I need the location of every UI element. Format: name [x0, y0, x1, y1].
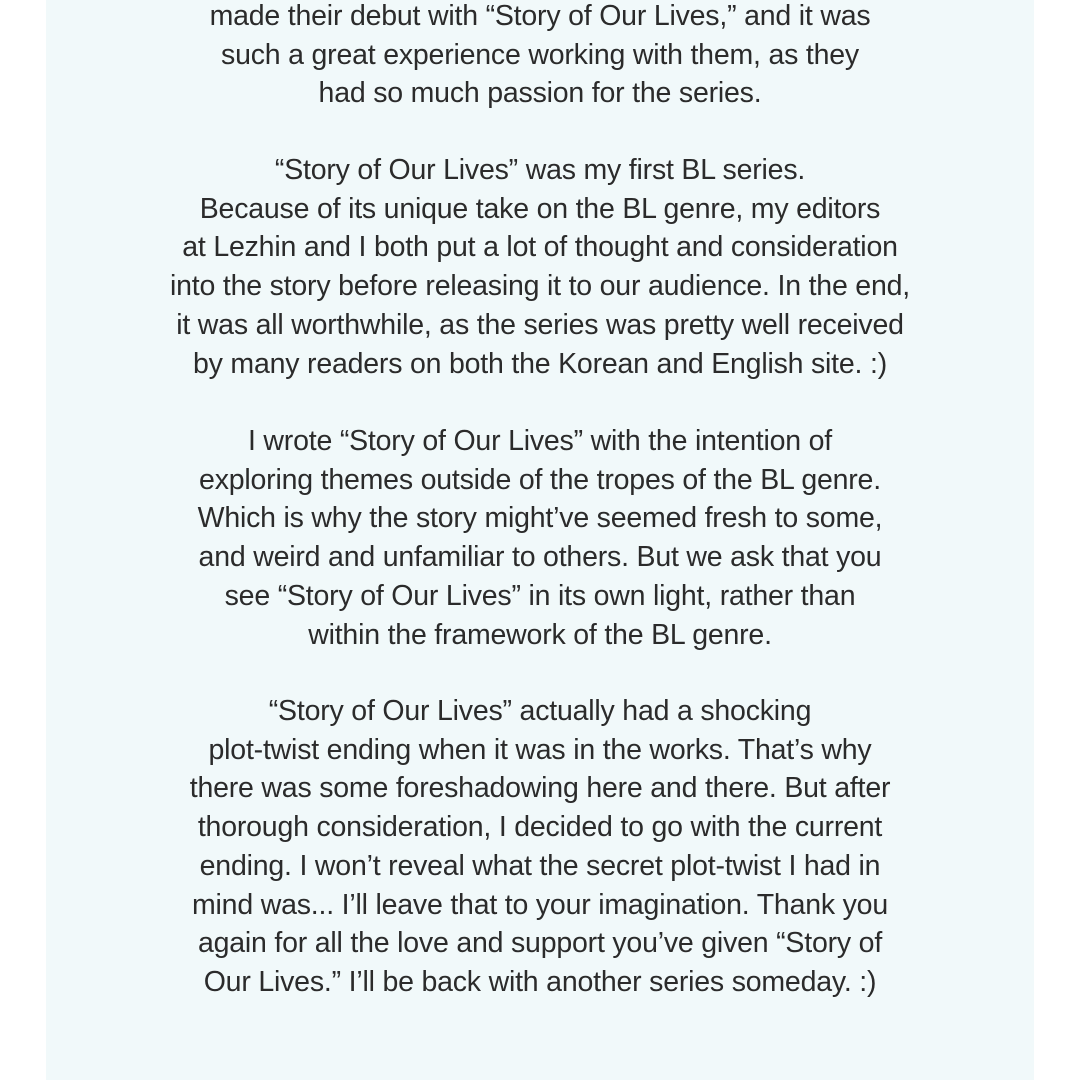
- text-line: into the story before releasing it to our audience. In the end,: [170, 270, 910, 303]
- afterword-paragraph-1: [46, 0, 1034, 113]
- text-line: exploring themes outside of the tropes of the BL genre.: [199, 463, 881, 496]
- text-line: Because of its unique take on the BL genre, my editors: [199, 192, 881, 225]
- text-line: plot-twist ending when it was in the works. That’s why: [208, 733, 872, 766]
- text-line: made their debut with “Story of Our Lives,” and it was: [209, 0, 871, 32]
- text-line: Which is why the story might’ve seemed fresh to some,: [197, 502, 883, 535]
- text-line: mind was... I’ll leave that to your imagination. Thank you: [192, 888, 888, 921]
- text-line: there was some foreshadowing here and there. But after: [189, 772, 891, 805]
- text-line: see “Story of Our Lives” in its own light, rather than: [224, 579, 856, 612]
- text-line: Our Lives.” I’ll be back with another series someday. :): [203, 965, 877, 998]
- text-line: I wrote “Story of Our Lives” with the intention of: [247, 425, 832, 457]
- text-line: at Lezhin and I both put a lot of thought and consideration: [182, 231, 898, 264]
- text-line: by many readers on both the Korean and English site. :): [193, 347, 887, 380]
- afterword-panel: [46, 0, 1034, 1080]
- text-line: within the framework of the BL genre.: [308, 618, 772, 651]
- text-line: had so much passion for the series.: [318, 77, 762, 110]
- afterword-paragraph-4: [46, 692, 1034, 1002]
- text-line: again for all the love and support you’ve given “Story of: [197, 927, 883, 960]
- text-line: ending. I won’t reveal what the secret plot-twist I had in: [199, 849, 881, 882]
- text-line: and weird and unfamiliar to others. But we ask that you: [198, 541, 882, 574]
- text-line: thorough consideration, I decided to go with the current: [197, 811, 883, 844]
- text-line: “Story of Our Lives” was my first BL series.: [274, 154, 806, 186]
- afterword-paragraph-2: [46, 151, 1034, 383]
- text-line: such a great experience working with them, as they: [221, 38, 859, 71]
- afterword-paragraph-3: [46, 422, 1034, 654]
- text-line: it was all worthwhile, as the series was pretty well received: [176, 308, 904, 341]
- text-line: “Story of Our Lives” actually had a shocking: [268, 695, 812, 727]
